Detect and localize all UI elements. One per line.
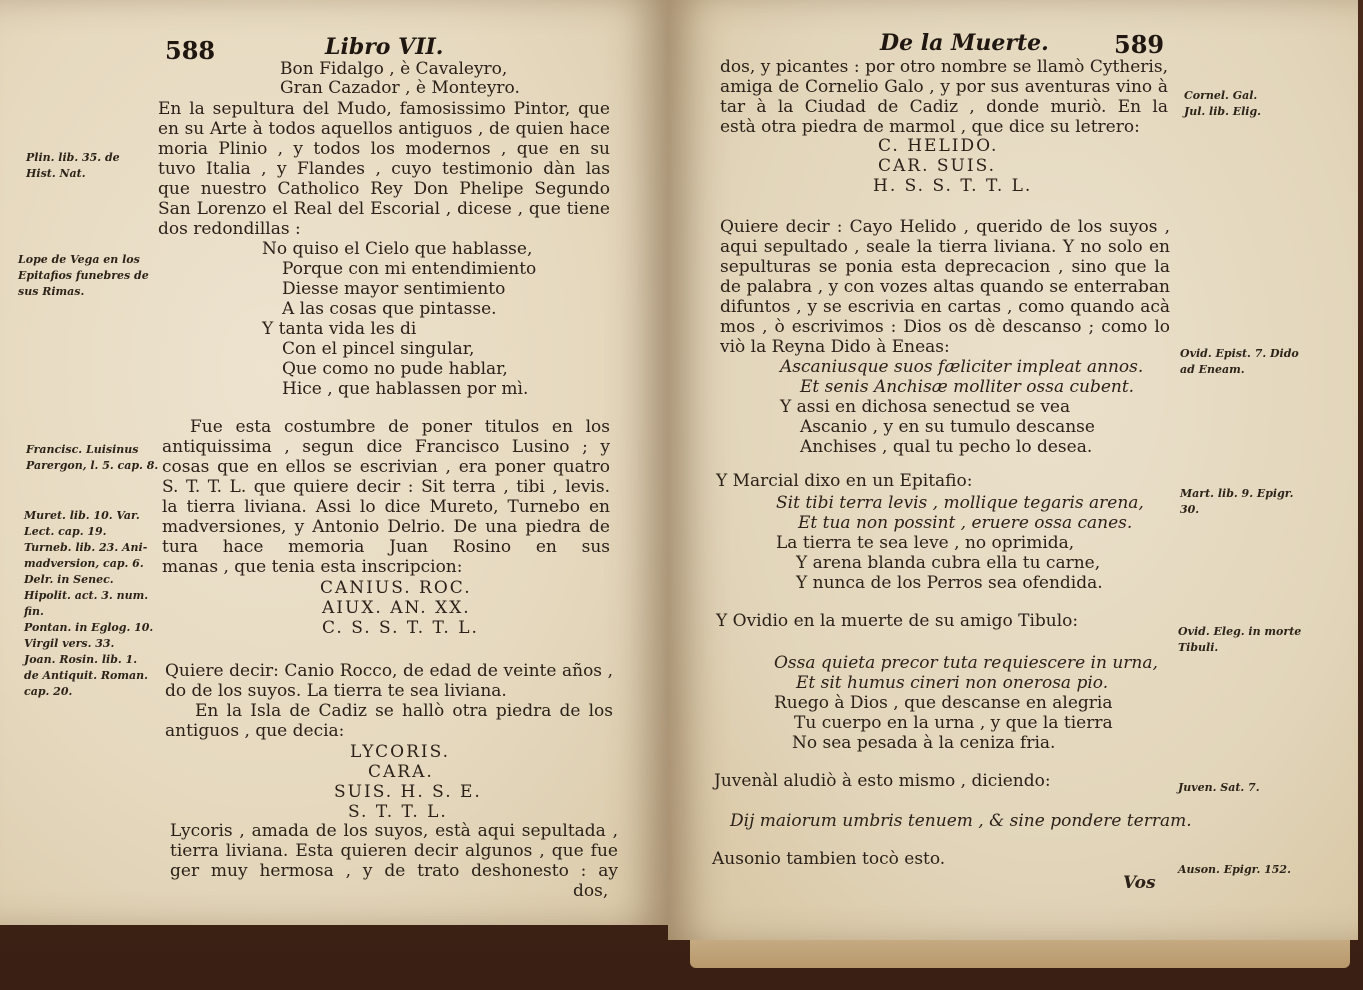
paragraph-line: Ausonio tambien tocò esto. [712, 849, 946, 869]
latin-verse: Et senis Anchisæ molliter ossa cubent. [800, 377, 1135, 397]
paragraph-line: la tierra liviana. Assi lo dice Mureto, Turnebo en [162, 498, 610, 517]
paragraph-line: de palabra , y con vozes altas quando se enterraban [720, 278, 1170, 297]
paragraph-line: difuntos , y se escrivia en cartas , como quando acà [720, 298, 1170, 317]
paragraph-line: Quiere decir: Canio Rocco, de edad de veinte años , [165, 662, 613, 681]
paragraph-line: antiquissima , segun dice Francisco Lusino ; y [162, 438, 610, 457]
paragraph-line: do de los suyos. La tierra te sea liviana. [165, 681, 507, 701]
poem-line: No quiso el Cielo que hablasse, [262, 239, 533, 259]
verse-top-line: Gran Cazador , è Monteyro. [280, 78, 520, 98]
poem-line: Hice , que hablassen por mì. [282, 379, 529, 399]
latin-verse: Dij maiorum umbris tenuem , & sine pondere terram. [730, 811, 1192, 831]
paragraph-line: Y Ovidio en la muerte de su amigo Tibulo: [716, 611, 1079, 631]
latin-verse: Et tua non possint , eruere ossa canes. [798, 513, 1133, 533]
paragraph-line: en su Arte à todos aquellos antiguos , de quien hace [158, 120, 610, 139]
paragraph-line: ger muy hermosa , y de trato deshonesto : ay [170, 862, 618, 881]
margin-note: Mart. lib. 9. Epigr. 30. [1180, 487, 1294, 516]
poem-line: Que como no pude hablar, [282, 359, 508, 379]
latin-verse: Et sit humus cineri non onerosa pio. [796, 673, 1109, 693]
latin-verse: Ossa quieta precor tuta requiescere in urna, [774, 653, 1158, 673]
verse-line: No sea pesada à la ceniza fria. [792, 733, 1056, 753]
poem-line: A las cosas que pintasse. [282, 299, 497, 319]
paragraph-line: cosas que en ellos se escrivian , era poner quatro [162, 458, 610, 477]
inscription-line: C. S. S. T. T. L. [322, 618, 479, 638]
paragraph-line: madversiones, y Antonio Delrio. De una piedra de [162, 518, 610, 537]
margin-note: Lope de Vega en los Epitafios funebres de sus Rimas. [18, 253, 149, 298]
verse-line: Anchises , qual tu pecho lo desea. [800, 437, 1093, 457]
latin-verse: Ascaniusque suos fæliciter impleat annos. [780, 357, 1144, 377]
paragraph-line: tar à la Ciudad de Cadiz , donde muriò. En la [720, 98, 1168, 117]
verse-line: Y assi en dichosa senectud se vea [780, 397, 1071, 417]
verse-line: Ruego à Dios , que descanse en alegria [774, 693, 1113, 713]
paragraph-line: Juvenàl aludiò à esto mismo , diciendo: [714, 771, 1051, 791]
paragraph-line: està otra piedra de marmol , que dice su letrero: [720, 117, 1140, 137]
paragraph-line: Fue esta costumbre de poner titulos en los [190, 418, 610, 437]
inscription-line: LYCORIS. [350, 742, 451, 762]
verse-line: Ascanio , y en su tumulo descanse [800, 417, 1095, 437]
paragraph-line: tierra liviana. Esta quieren decir algunos , que fue [170, 842, 618, 861]
paragraph-line: manas , que tenia esta inscripcion: [162, 557, 463, 577]
catchword: dos, [573, 881, 609, 901]
inscription-line: AIUX. AN. XX. [322, 598, 471, 618]
catchword: Vos [1123, 873, 1156, 893]
inscription-line: CANIUS. ROC. [320, 578, 472, 598]
poem-line: Diesse mayor sentimiento [282, 279, 506, 299]
inscription-line: C. HELIDO. [878, 136, 999, 156]
inscription-line: S. T. T. L. [348, 802, 448, 822]
paragraph-line: antiguos , que decia: [165, 721, 345, 741]
verse-line: Tu cuerpo en la urna , y que la tierra [794, 713, 1113, 733]
paragraph-line: tura hace memoria Juan Rosino en sus [162, 538, 610, 557]
paragraph-line: Quiere decir : Cayo Helido , querido de los suyos , [720, 218, 1170, 237]
verse-line: La tierra te sea leve , no oprimida, [776, 533, 1075, 553]
poem-line: Porque con mi entendimiento [282, 259, 537, 279]
left-page [0, 0, 668, 925]
left-running-head: Libro VII. [325, 34, 444, 60]
right-running-head: De la Muerte. [880, 30, 1049, 56]
paragraph-line: Lycoris , amada de los suyos, està aqui sepultada , [170, 822, 618, 841]
margin-note: Muret. lib. 10. Var. Lect. cap. 19. Turneb. lib. 23. Ani- madversion, cap. 6. Delr. in Senec. Hipolit. act. 3. num. fin. Pontan. in Eglog. 10. Virgil vers. 33. Joan. Rosin. lib. 1. de Antiquit. Roman. cap. 20. [24, 509, 154, 698]
verse-top-line: Bon Fidalgo , è Cavaleyro, [280, 59, 508, 79]
paragraph-line: viò la Reyna Dido à Eneas: [720, 337, 950, 357]
paragraph-line: dos redondillas : [158, 219, 301, 239]
paragraph-line: S. T. T. L. que quiere decir : Sit terra , tibi , levis. [162, 478, 610, 497]
paragraph-line: En la Isla de Cadiz se hallò otra piedra de los [195, 702, 613, 721]
paragraph-line: tuvo Italia , y Flandes , cuyo testimonio dàn las [158, 160, 610, 179]
paragraph-line: moria Plinio , y todos los modernos , que en su [158, 140, 610, 159]
right-page [668, 0, 1358, 940]
margin-note: Cornel. Gal. Jul. lib. Elig. [1184, 89, 1262, 118]
paragraph-line: aqui sepultado , seale la tierra liviana. Y no solo en [720, 238, 1170, 257]
verse-line: Y nunca de los Perros sea ofendida. [796, 573, 1103, 593]
paragraph-line: En la sepultura del Mudo, famosissimo Pintor, que [158, 100, 610, 119]
paragraph-line: amiga de Cornelio Galo , y por sus aventuras vino à [720, 78, 1168, 97]
latin-verse: Sit tibi terra levis , mollique tegaris arena, [776, 493, 1144, 513]
margin-note: Francisc. Luisinus Parergon, l. 5. cap. 8. [26, 443, 159, 472]
paragraph-line: San Lorenzo el Real del Escorial , dicese , que tiene [158, 200, 610, 219]
verse-line: Y arena blanda cubra ella tu carne, [796, 553, 1101, 573]
inscription-line: CAR. SUIS. [878, 156, 997, 176]
paragraph-line: Y Marcial dixo en un Epitafio: [716, 471, 973, 491]
margin-note: Plin. lib. 35. de Hist. Nat. [26, 151, 120, 180]
margin-note: Auson. Epigr. 152. [1178, 863, 1291, 876]
margin-note: Ovid. Eleg. in morte Tibuli. [1178, 625, 1302, 654]
inscription-line: CARA. [368, 762, 434, 782]
paragraph-line: dos, y picantes : por otro nombre se llamò Cytheris, [720, 58, 1168, 77]
inscription-line: H. S. S. T. T. L. [873, 176, 1033, 196]
paragraph-line: sepulturas se ponia esta deprecacion , sino que la [720, 258, 1170, 277]
poem-line: Y tanta vida les di [262, 319, 417, 339]
right-page-number: 589 [1114, 30, 1165, 59]
margin-note: Juven. Sat. 7. [1178, 781, 1260, 794]
paragraph-line: que nuestro Catholico Rey Don Phelipe Segundo [158, 180, 610, 199]
paragraph-line: mos , ò escrivimos : Dios os dè descanso ; como lo [720, 318, 1170, 337]
poem-line: Con el pincel singular, [282, 339, 475, 359]
inscription-line: SUIS. H. S. E. [334, 782, 482, 802]
margin-note: Ovid. Epist. 7. Dido ad Eneam. [1180, 347, 1299, 376]
left-page-number: 588 [165, 36, 216, 65]
